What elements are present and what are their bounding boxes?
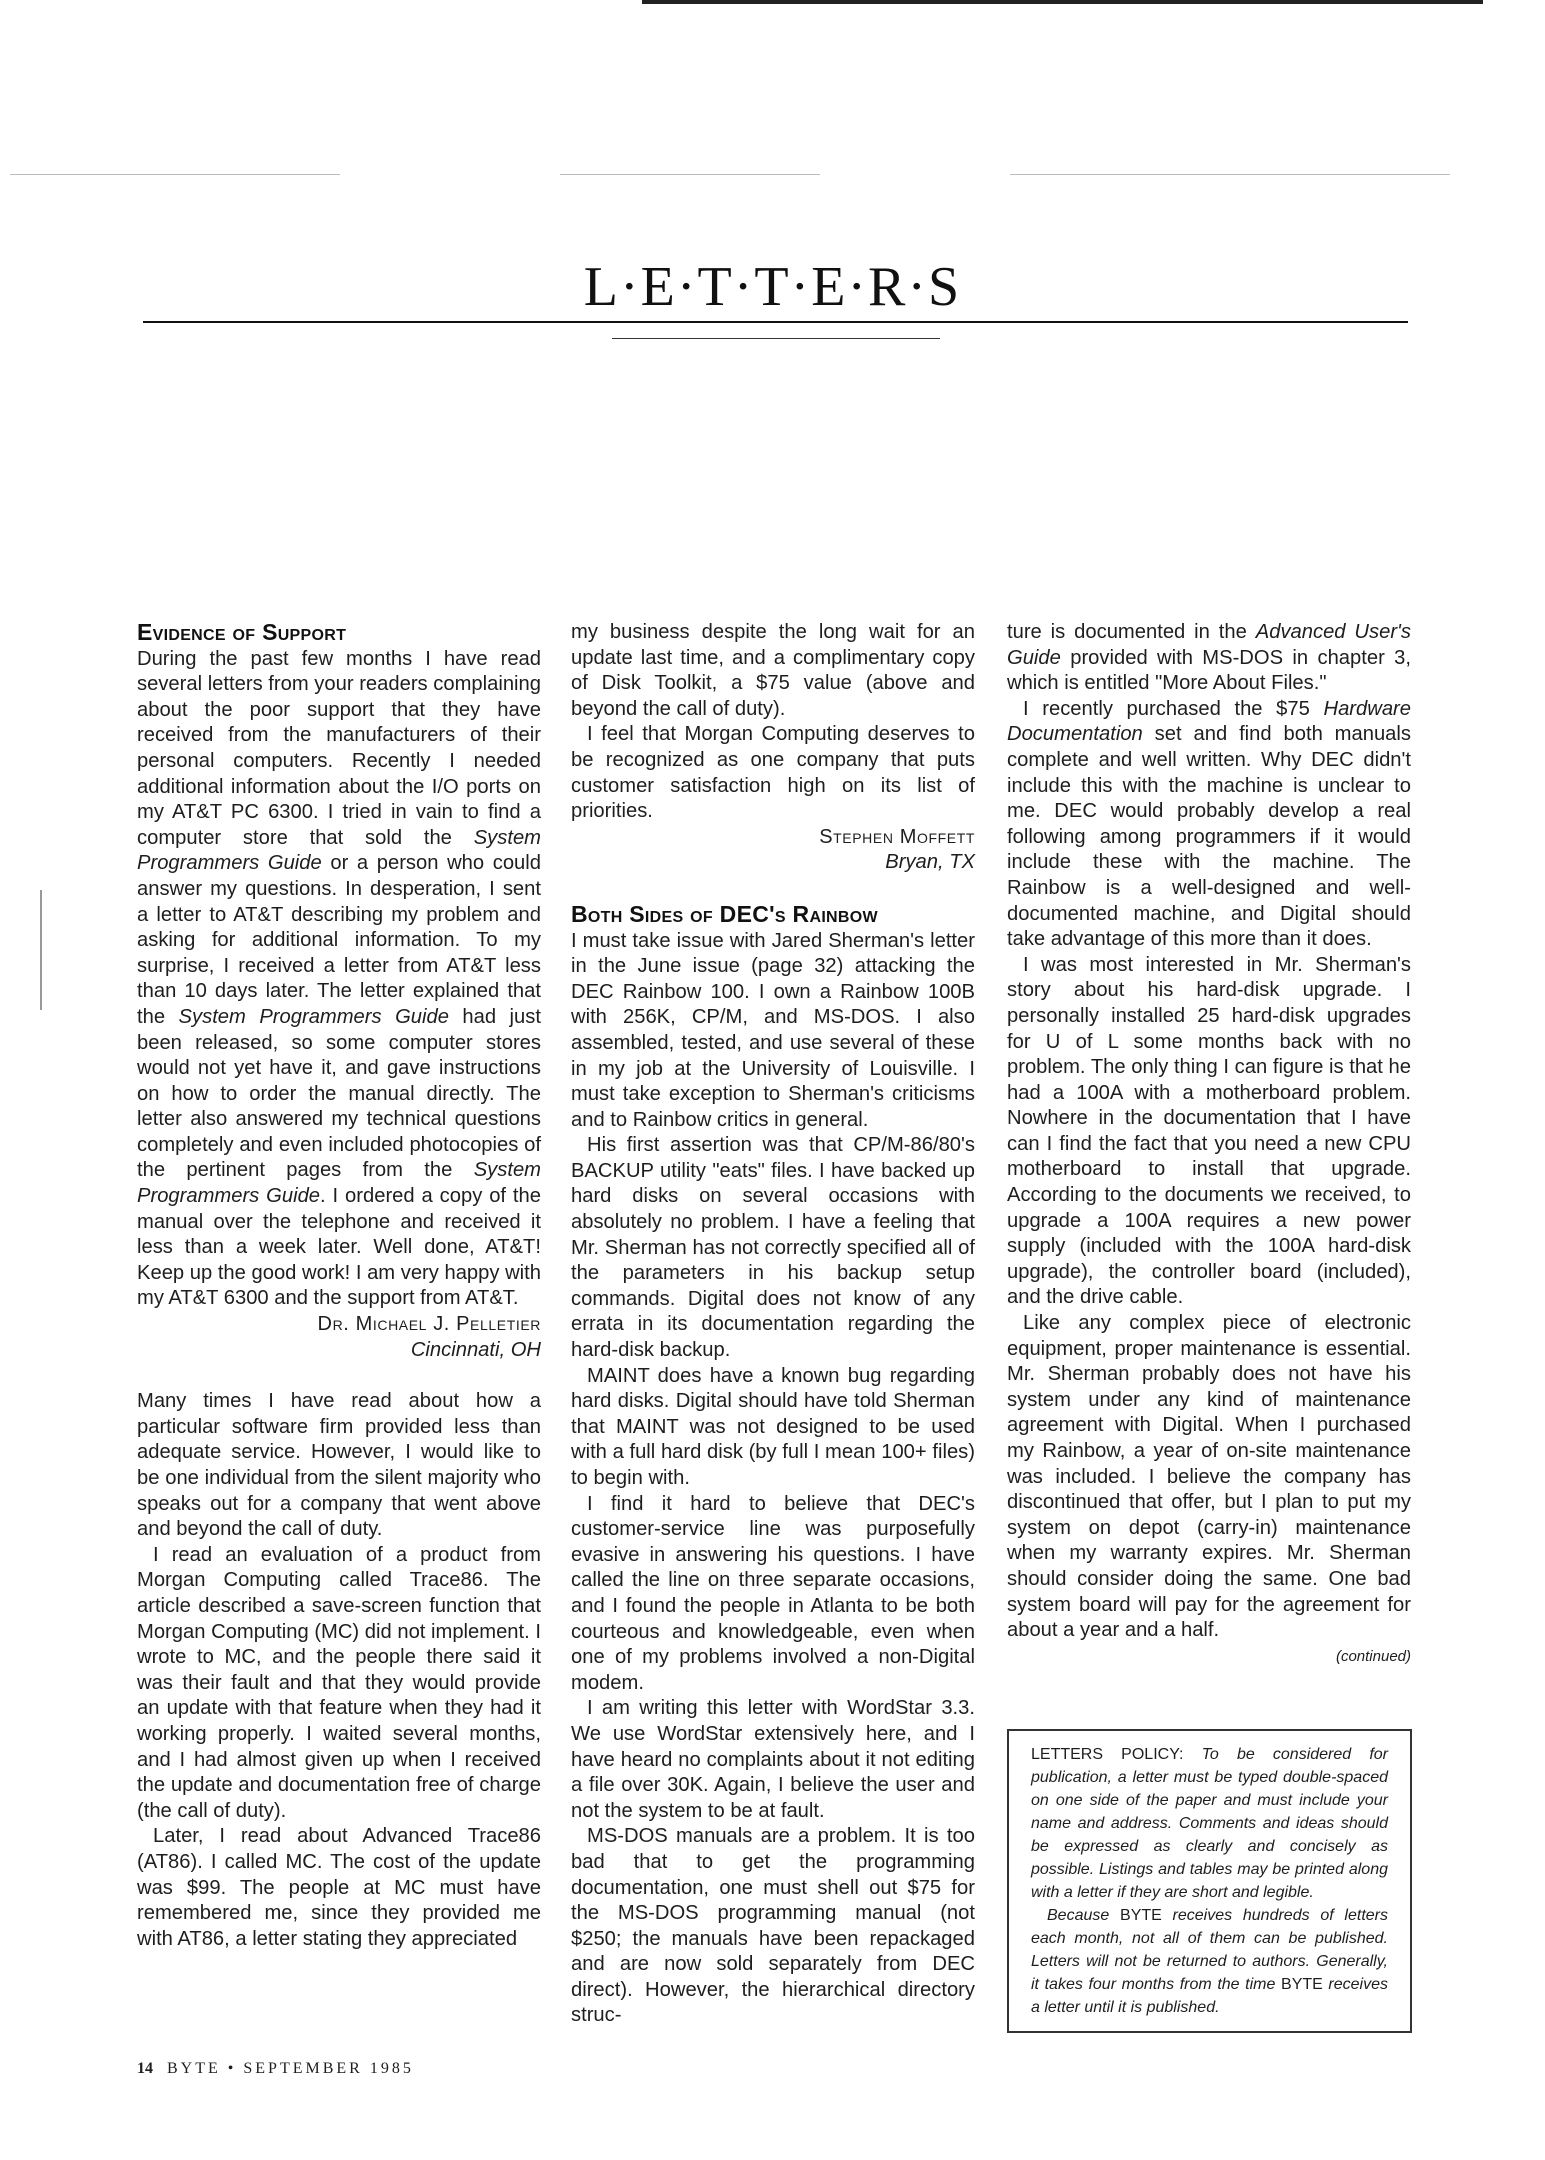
letter-heading: Both Sides of DEC's Rainbow xyxy=(571,900,878,927)
title-subrule xyxy=(612,338,940,339)
faint-rule xyxy=(1010,174,1450,175)
text-run: LETTERS POLICY: xyxy=(1031,1746,1202,1763)
text-run: or a person who could answer my questions. In desperation, I sent a letter to AT&T describing my problem and asking for additional information. To my surprise, I received a letter from AT&T less than 10 days later. The letter explained that the xyxy=(137,852,541,1028)
letter-heading: Evidence of Support xyxy=(137,619,347,645)
footer-text: BYTE • SEPTEMBER 1985 xyxy=(167,2060,414,2077)
column-2 xyxy=(571,620,975,2029)
policy-paragraph xyxy=(1031,1743,1388,1904)
page-number: 14 xyxy=(137,2060,153,2077)
text-run: BYTE xyxy=(1281,1976,1323,1993)
text-run: Like any complex piece of electronic equipment, proper maintenance is essential. Mr. Sherman probably does not have his system under any kind of maintenance agreement with Digital. When I purchased my Rainbow, a year of on-site maintenance was included. I believe the company has discontinued that offer, but I plan to put my system on depot (carry-in) maintenance when my warranty expires. Mr. Sherman should consider doing the same. One bad system board will pay for the agreement for about a year and a half. xyxy=(1007,1312,1411,1642)
italic-text: To be considered for publication, a letter must be typed double-spaced on one side of the paper and must include your name and address. Comments and ideas should be expressed as clearly and concisely as possible. Listings and tables may be printed along with a letter if they are short and legible. xyxy=(1031,1746,1389,1901)
text-run: . I ordered a copy of the manual over the telephone and received it less than a week later. Well done, AT&T! Keep up the good work! I am very happy with my AT&T 6300 and the support from AT&T. xyxy=(137,1185,541,1310)
text-run: MAINT does have a known bug regarding hard disks. Digital should have told Sherman that MAINT was not designed to be used with a full hard disk (by full I mean 100+ files) to begin with. xyxy=(571,1364,975,1489)
signature-location: Bryan, TX xyxy=(885,851,975,874)
signature xyxy=(571,825,975,876)
paragraph xyxy=(1007,953,1411,1311)
text-run: provided with MS-DOS in chapter 3, which is entitled "More About Files." xyxy=(1007,646,1411,695)
column-3 xyxy=(1007,620,1411,1669)
page-footer xyxy=(137,2060,414,2078)
italic-text: System Programmers Guide xyxy=(137,1159,541,1208)
signature xyxy=(137,1312,541,1363)
text-run: I must take issue with Jared Sherman's letter in the June issue (page 32) attacking the DEC Rainbow 100. I own a Rainbow 100B with 256K, CP/M, and MS-DOS. I also assembled, tested, and use several of these in my job at the University of Louisville. I must take exception to Sherman's criticisms and to Rainbow critics in general. xyxy=(571,929,975,1131)
text-run: During the past few months I have read several letters from your readers complaining about the poor support that they have received from the manufacturers of their personal computers. Recently I needed additional information about the I/O ports on my AT&T PC 6300. I tried in vain to find a computer store that sold the xyxy=(137,647,541,849)
paragraph xyxy=(1007,620,1411,697)
italic-text: receives a letter until it is published. xyxy=(1031,1976,1388,2016)
paragraph xyxy=(571,929,975,1134)
paragraph xyxy=(571,1133,975,1363)
text-run: I am writing this letter with WordStar 3.3. We use WordStar extensively here, and I have heard no complaints about it not editing a file over 30K. Again, I believe the user and not the system to be at fault. xyxy=(571,1697,975,1822)
italic-text: Hardware Documentation xyxy=(1007,697,1411,746)
paragraph xyxy=(137,1389,541,1543)
paragraph xyxy=(1007,1311,1411,1644)
text-run: I was most interested in Mr. Sherman's story about his hard-disk upgrade. I personally installed 25 hard-disk upgrades for U of L some months back with no problem. The only thing I can figure is that he had a 100A with a motherboard problem. Nowhere in the documentation that I have can I find the fact that you need a new CPU motherboard to install that upgrade. According to the documents we received, to upgrade a 100A requires a new power supply (included with the 100A hard-disk upgrade), the controller board (included), and the drive cable. xyxy=(1007,953,1411,1309)
top-border-line xyxy=(642,0,1483,4)
paragraph xyxy=(571,722,975,824)
paragraph xyxy=(571,1492,975,1697)
signature-name: Stephen Moffett xyxy=(819,825,975,848)
italic-text: receives hundreds of letters each month, not all of them can be published. Letters will not be returned to authors. Generally, it takes four months from the time xyxy=(1031,1907,1388,1993)
continued-note: (continued) xyxy=(1335,1647,1411,1665)
paragraph xyxy=(1007,697,1411,953)
faint-rule xyxy=(10,174,340,175)
paragraph xyxy=(571,1364,975,1492)
text-run: I recently purchased the $75 xyxy=(1023,697,1324,720)
text-run: I read an evaluation of a product from Morgan Computing called Trace86. The article described a save-screen function that Morgan Computing (MC) did not implement. I wrote to MC, and the people there said it was their fault and that they would provide an update with that feature when they had it working properly. I waited several months, and I had almost given up when I received the update and documentation free of charge (the call of duty). xyxy=(137,1543,541,1822)
text-run: set and find both manuals complete and well written. Why DEC didn't include this with the machine is unclear to me. DEC would probably develop a real following among programmers if it would include these with the machine. The Rainbow is a well-designed and well-documented machine, and Digital should take advantage of this more than it does. xyxy=(1007,723,1411,951)
italic-text: Advanced User's Guide xyxy=(1007,621,1412,669)
margin-mark xyxy=(40,890,42,1010)
title-rule xyxy=(143,321,1408,323)
italic-text: System Programmers Guide xyxy=(178,1005,449,1028)
policy-paragraph xyxy=(1031,1904,1388,2019)
text-run: I feel that Morgan Computing deserves to be recognized as one company that puts customer satisfaction high on its list of priorities. xyxy=(571,723,975,823)
faint-rule xyxy=(560,174,820,175)
italic-text: System Programmers Guide xyxy=(137,826,541,875)
paragraph xyxy=(571,1824,975,2029)
text-run: Later, I read about Advanced Trace86 (AT86). I called MC. The cost of the update was $99. The people at MC must have remembered me, since they provided me with AT86, a letter stating they appreciated xyxy=(137,1825,541,1950)
paragraph xyxy=(571,620,975,722)
text-run: I find it hard to believe that DEC's customer-service line was purposefully evasive in answering his questions. I have called the line on three separate occasions, and I found the people in Atlanta to be both courteous and knowledgeable, even when one of my problems involved a non-Digital modem. xyxy=(571,1492,975,1694)
paragraph xyxy=(137,647,541,1312)
letters-policy-box xyxy=(1007,1729,1412,2033)
signature-name: Dr. Michael J. Pelletier xyxy=(317,1313,541,1336)
paragraph xyxy=(571,1696,975,1824)
text-run: MS-DOS manuals are a problem. It is too bad that to get the programming documentation, one must shell out $75 for the MS-DOS programming manual (not $250; the manuals have been repackaged and are now sold separately from DEC direct). However, the hierarchical directory struc- xyxy=(571,1825,975,2027)
text-run: my business despite the long wait for an update last time, and a complimentary copy of Disk Toolkit, a $75 value (above and beyond the call of duty). xyxy=(571,621,975,720)
column-1 xyxy=(137,620,541,1952)
page-title: L·E·T·T·E·R·S xyxy=(583,256,962,318)
italic-text: Because xyxy=(1047,1907,1121,1924)
text-run: His first assertion was that CP/M-86/80's BACKUP utility "eats" files. I have backed up hard disks on several occasions with absolutely no problem. I have a feeling that Mr. Sherman has not correctly specified all of the parameters in his backup setup commands. Digital does not know of any errata in its documentation regarding the hard-disk backup. xyxy=(571,1134,975,1362)
paragraph xyxy=(137,1543,541,1825)
text-run: Many times I have read about how a particular software firm provided less than adequate service. However, I would like to be one individual from the silent majority who speaks out for a company that went above and beyond the call of duty. xyxy=(137,1390,541,1541)
signature-location: Cincinnati, OH xyxy=(410,1338,541,1361)
text-run: had just been released, so some computer stores would not yet have it, and gave instructions on how to order the manual directly. The letter also answered my technical questions completely and even included photocopies of the pertinent pages from the xyxy=(137,1005,541,1182)
paragraph xyxy=(137,1824,541,1952)
text-run: ture is documented in the xyxy=(1007,621,1256,643)
text-run: BYTE xyxy=(1120,1907,1162,1924)
